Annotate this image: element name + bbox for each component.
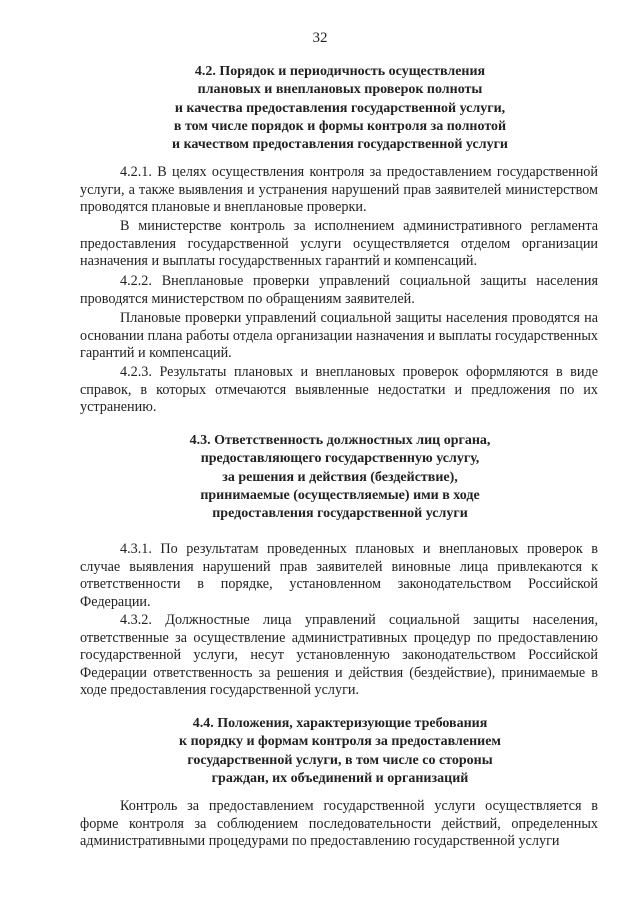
heading-line: государственной услуги, в том числе со стороны [187, 752, 493, 768]
paragraph-4-2-3: 4.2.3. Результаты плановых и внеплановых проверок оформляются в виде справок, в которых отмечаются выявленные недостатки и предложения по их устранению. [80, 364, 598, 416]
paragraph-4-2-1-ministry: В министерстве контроль за исполнением административного регламента предоставления государственной услуги осуществляется отделом организации назначения и выплаты государственных гарантий и компенсаций. [80, 218, 598, 270]
heading-line: и качества предоставления государственной услуги, [174, 100, 506, 116]
paragraph-4-3-1: 4.3.1. По результатам проведенных плановых и внеплановых проверок в случае выявления нарушений прав заявителей виновные лица привлекаются к ответственности в порядке, установленном законодательством Российской Федерации. [80, 541, 598, 610]
paragraph-4-3-2: 4.3.2. Должностные лица управлений социальной защиты населения, ответственные за осуществление административных процедур по предоставлению государственной услуги, несут установленную законодательством Российской Федерации ответственность за решения и действия (бездействие), принимаемые в ходе предоставления государственной услуги. [80, 612, 598, 699]
heading-line: предоставляющего государственную услугу, [200, 451, 480, 467]
heading-line: к порядку и формам контроля за предоставлением [179, 734, 501, 750]
heading-line: в том числе порядок и формы контроля за полнотой [173, 118, 507, 134]
heading-line: предоставления государственной услуги [212, 506, 468, 522]
heading-line: граждан, их объединений и организаций [211, 770, 469, 786]
heading-line: за решения и действия (бездействие), [222, 469, 458, 485]
paragraph-4-2-1: 4.2.1. В целях осуществления контроля за предоставлением государственной услуги, а также выявления и устранения нарушений прав заявителей министерством проводятся плановые и внеплановые проверки. [80, 164, 598, 216]
section-4-2-heading [60, 63, 620, 154]
paragraph-4-2-2-planned: Плановые проверки управлений социальной защиты населения проводятся на основании плана работы отдела организации назначения и выплаты государственных гарантий и компенсаций. [80, 310, 598, 362]
section-4-3-heading [60, 432, 620, 523]
heading-line: принимаемые (осуществляемые) ими в ходе [200, 487, 480, 503]
heading-line: 4.3. Ответственность должностных лиц органа, [189, 433, 491, 448]
heading-line: и качеством предоставления государственной услуги [172, 137, 508, 153]
paragraph-4-2-2: 4.2.2. Внеплановые проверки управлений социальной защиты населения проводятся министерством по обращениям заявителей. [80, 273, 598, 307]
heading-line: 4.2. Порядок и периодичность осуществления [194, 64, 486, 79]
heading-line: плановых и внеплановых проверок полноты [197, 82, 483, 98]
section-4-4-heading [60, 715, 620, 788]
page-number: 32 [312, 30, 328, 46]
paragraph-4-4-control: Контроль за предоставлением государственной услуги осуществляется в форме контроля за соблюдением последовательности действий, определенных административными процедурами по предоставлению государственной услуги [80, 798, 598, 850]
heading-line: 4.4. Положения, характеризующие требования [192, 716, 488, 731]
